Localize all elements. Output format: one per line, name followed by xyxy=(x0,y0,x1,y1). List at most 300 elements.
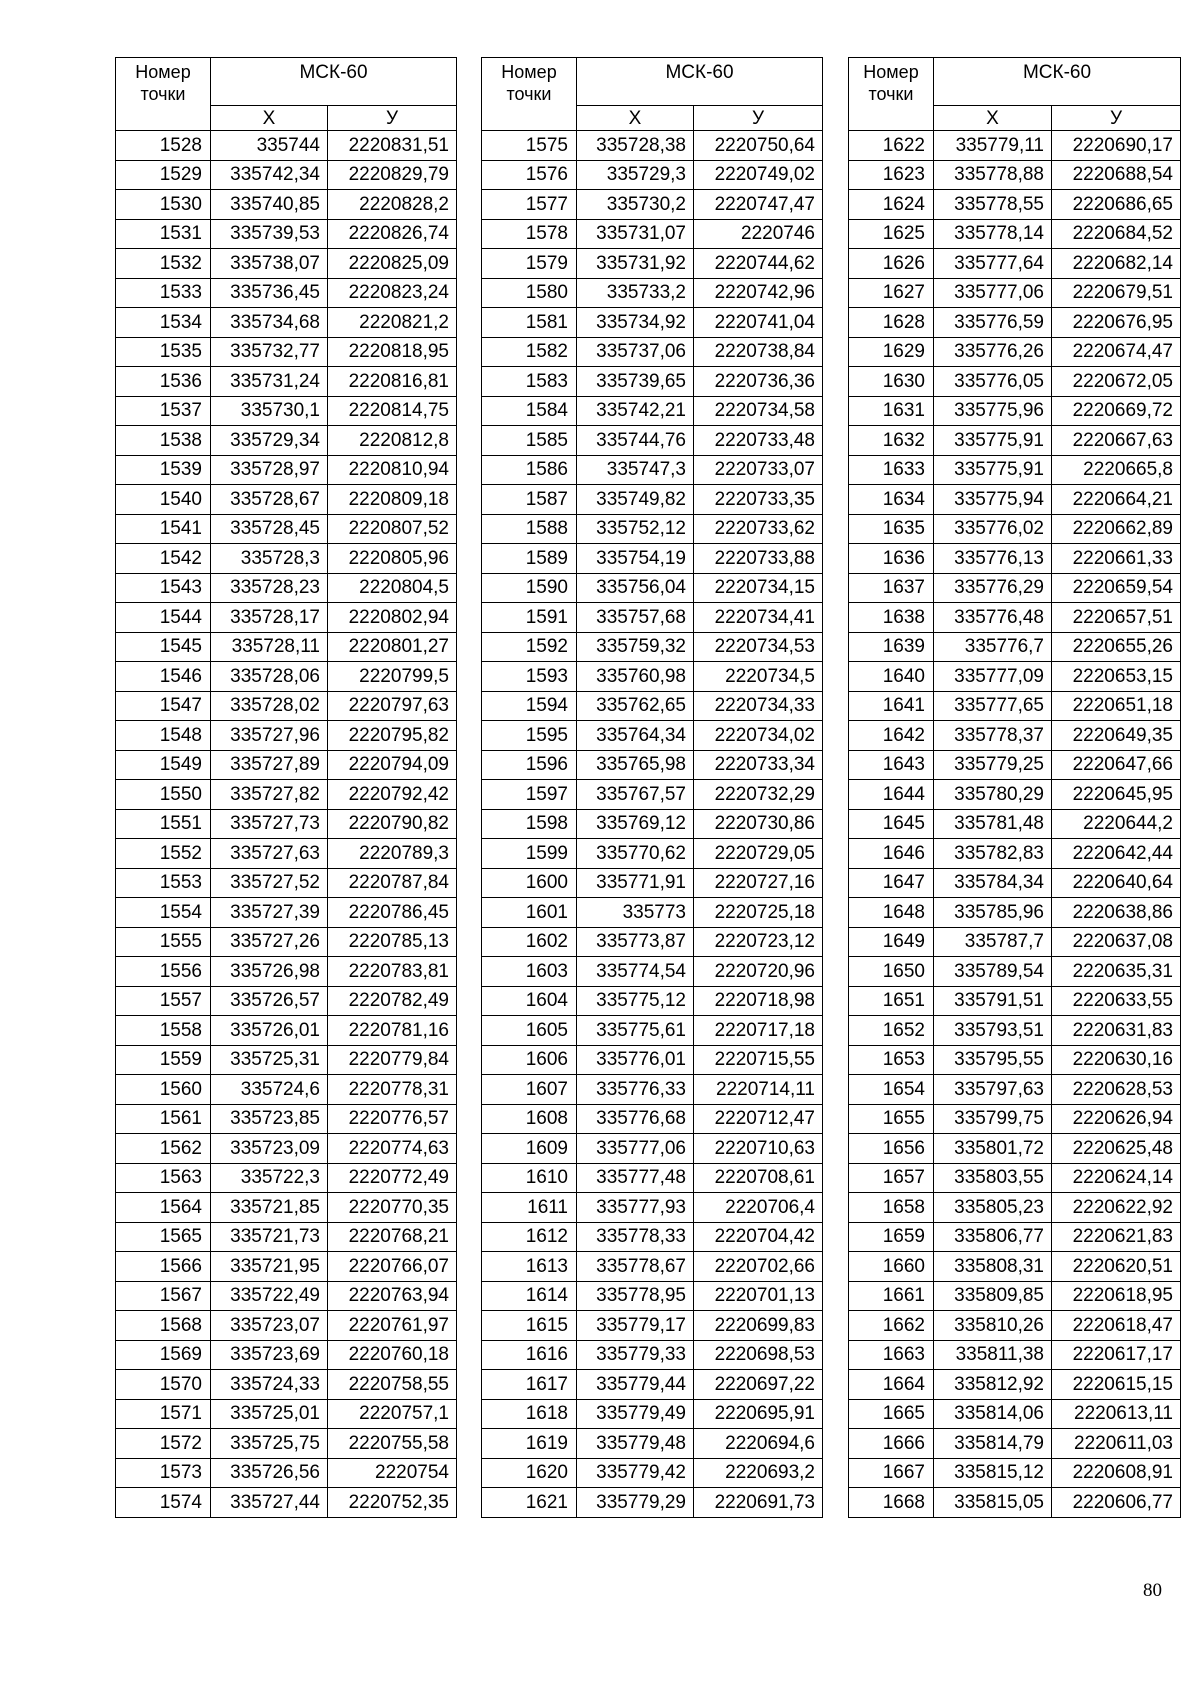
point-number-cell: 1657 xyxy=(849,1163,934,1193)
y-coordinate-cell: 2220732,29 xyxy=(694,780,823,810)
y-coordinate-cell: 2220778,31 xyxy=(328,1075,457,1105)
point-number-cell: 1560 xyxy=(116,1075,211,1105)
table-row xyxy=(116,1134,457,1164)
y-coordinate-cell: 2220613,11 xyxy=(1052,1399,1181,1429)
y-coordinate-cell: 2220611,03 xyxy=(1052,1429,1181,1459)
point-number-cell: 1574 xyxy=(116,1488,211,1518)
x-coordinate-cell: 335776,13 xyxy=(934,544,1052,574)
point-number-cell: 1528 xyxy=(116,131,211,161)
x-coordinate-cell: 335729,34 xyxy=(211,426,328,456)
point-number-cell: 1581 xyxy=(482,308,577,338)
table-row xyxy=(482,131,823,161)
y-coordinate-cell: 2220783,81 xyxy=(328,957,457,987)
x-coordinate-cell: 335723,07 xyxy=(211,1311,328,1341)
table-row xyxy=(482,809,823,839)
point-number-cell: 1562 xyxy=(116,1134,211,1164)
y-coordinate-cell: 2220720,96 xyxy=(694,957,823,987)
point-number-cell: 1623 xyxy=(849,160,934,190)
y-coordinate-cell: 2220810,94 xyxy=(328,455,457,485)
x-coordinate-cell: 335747,3 xyxy=(577,455,694,485)
table-row xyxy=(849,1429,1181,1459)
x-coordinate-cell: 335776,33 xyxy=(577,1075,694,1105)
point-number-cell: 1608 xyxy=(482,1104,577,1134)
table-row xyxy=(849,190,1181,220)
y-coordinate-cell: 2220795,82 xyxy=(328,721,457,751)
table-row xyxy=(116,455,457,485)
table-row xyxy=(116,780,457,810)
x-coordinate-cell: 335733,2 xyxy=(577,278,694,308)
point-number-cell: 1545 xyxy=(116,632,211,662)
table-row xyxy=(116,1281,457,1311)
x-coordinate-cell: 335815,12 xyxy=(934,1458,1052,1488)
table-row xyxy=(116,249,457,279)
y-coordinate-cell: 2220804,5 xyxy=(328,573,457,603)
table-row xyxy=(482,573,823,603)
table-row xyxy=(482,1134,823,1164)
point-number-cell: 1614 xyxy=(482,1281,577,1311)
x-coordinate-cell: 335726,56 xyxy=(211,1458,328,1488)
table-row xyxy=(849,278,1181,308)
x-coordinate-cell: 335776,29 xyxy=(934,573,1052,603)
point-number-cell: 1558 xyxy=(116,1016,211,1046)
point-number-cell: 1643 xyxy=(849,750,934,780)
x-coordinate-cell: 335724,6 xyxy=(211,1075,328,1105)
y-coordinate-cell: 2220781,16 xyxy=(328,1016,457,1046)
y-coordinate-cell: 2220812,8 xyxy=(328,426,457,456)
x-coordinate-cell: 335728,38 xyxy=(577,131,694,161)
x-coordinate-cell: 335757,68 xyxy=(577,603,694,633)
point-number-cell: 1548 xyxy=(116,721,211,751)
table-row xyxy=(849,721,1181,751)
table-row xyxy=(116,1370,457,1400)
x-coordinate-cell: 335739,65 xyxy=(577,367,694,397)
y-coordinate-cell: 2220814,75 xyxy=(328,396,457,426)
y-coordinate-cell: 2220741,04 xyxy=(694,308,823,338)
y-coordinate-cell: 2220729,05 xyxy=(694,839,823,869)
point-number-cell: 1616 xyxy=(482,1340,577,1370)
point-number-cell: 1567 xyxy=(116,1281,211,1311)
table-row xyxy=(482,750,823,780)
table-row xyxy=(849,160,1181,190)
table-row xyxy=(482,1016,823,1046)
x-coordinate-cell: 335727,82 xyxy=(211,780,328,810)
table-row xyxy=(116,986,457,1016)
table-row xyxy=(849,898,1181,928)
point-number-cell: 1620 xyxy=(482,1458,577,1488)
y-coordinate-cell: 2220617,17 xyxy=(1052,1340,1181,1370)
y-coordinate-cell: 2220710,63 xyxy=(694,1134,823,1164)
y-coordinate-cell: 2220734,33 xyxy=(694,691,823,721)
x-coordinate-cell: 335777,06 xyxy=(577,1134,694,1164)
point-number-cell: 1544 xyxy=(116,603,211,633)
y-coordinate-cell: 2220653,15 xyxy=(1052,662,1181,692)
table-row xyxy=(849,219,1181,249)
point-number-cell: 1555 xyxy=(116,927,211,957)
point-number-cell: 1606 xyxy=(482,1045,577,1075)
y-coordinate-cell: 2220697,22 xyxy=(694,1370,823,1400)
point-number-cell: 1663 xyxy=(849,1340,934,1370)
point-number-cell: 1619 xyxy=(482,1429,577,1459)
y-coordinate-cell: 2220786,45 xyxy=(328,898,457,928)
x-coordinate-cell: 335742,21 xyxy=(577,396,694,426)
table-row xyxy=(482,603,823,633)
table-row xyxy=(849,603,1181,633)
point-number-cell: 1575 xyxy=(482,131,577,161)
x-header: Х xyxy=(211,106,328,131)
x-coordinate-cell: 335732,77 xyxy=(211,337,328,367)
y-coordinate-cell: 2220747,47 xyxy=(694,190,823,220)
point-number-cell: 1607 xyxy=(482,1075,577,1105)
y-coordinate-cell: 2220733,07 xyxy=(694,455,823,485)
point-number-cell: 1621 xyxy=(482,1488,577,1518)
point-number-cell: 1597 xyxy=(482,780,577,810)
table-row xyxy=(482,1045,823,1075)
y-coordinate-cell: 2220733,62 xyxy=(694,514,823,544)
y-coordinate-cell: 2220809,18 xyxy=(328,485,457,515)
point-number-cell: 1529 xyxy=(116,160,211,190)
table-row xyxy=(482,455,823,485)
x-coordinate-cell: 335778,37 xyxy=(934,721,1052,751)
x-coordinate-cell: 335721,73 xyxy=(211,1222,328,1252)
y-coordinate-cell: 2220782,49 xyxy=(328,986,457,1016)
table-row xyxy=(482,691,823,721)
table-row xyxy=(116,1458,457,1488)
table-row xyxy=(849,632,1181,662)
point-number-cell: 1653 xyxy=(849,1045,934,1075)
point-number-cell: 1602 xyxy=(482,927,577,957)
x-coordinate-cell: 335749,82 xyxy=(577,485,694,515)
table-row xyxy=(116,662,457,692)
table-row xyxy=(482,986,823,1016)
table-row xyxy=(849,1163,1181,1193)
point-number-cell: 1624 xyxy=(849,190,934,220)
point-number-cell: 1618 xyxy=(482,1399,577,1429)
point-number-cell: 1538 xyxy=(116,426,211,456)
point-number-cell: 1599 xyxy=(482,839,577,869)
table-row xyxy=(849,1370,1181,1400)
table-row xyxy=(482,632,823,662)
coordinates-table-3 xyxy=(848,57,1181,1518)
x-coordinate-cell: 335754,19 xyxy=(577,544,694,574)
point-number-cell: 1589 xyxy=(482,544,577,574)
x-coordinate-cell: 335809,85 xyxy=(934,1281,1052,1311)
point-number-cell: 1629 xyxy=(849,337,934,367)
x-header: Х xyxy=(934,106,1052,131)
point-number-cell: 1543 xyxy=(116,573,211,603)
x-coordinate-cell: 335738,07 xyxy=(211,249,328,279)
table-row xyxy=(482,337,823,367)
x-coordinate-cell: 335728,23 xyxy=(211,573,328,603)
y-coordinate-cell: 2220749,02 xyxy=(694,160,823,190)
x-coordinate-cell: 335725,75 xyxy=(211,1429,328,1459)
table-row xyxy=(482,544,823,574)
point-number-cell: 1615 xyxy=(482,1311,577,1341)
point-number-cell: 1609 xyxy=(482,1134,577,1164)
point-number-cell: 1622 xyxy=(849,131,934,161)
point-number-cell: 1660 xyxy=(849,1252,934,1282)
table-row xyxy=(482,514,823,544)
table-row xyxy=(116,868,457,898)
table-row xyxy=(482,308,823,338)
x-coordinate-cell: 335803,55 xyxy=(934,1163,1052,1193)
y-coordinate-cell: 2220757,1 xyxy=(328,1399,457,1429)
point-number-cell: 1631 xyxy=(849,396,934,426)
point-number-cell: 1648 xyxy=(849,898,934,928)
x-coordinate-cell: 335776,02 xyxy=(934,514,1052,544)
point-number-cell: 1598 xyxy=(482,809,577,839)
table-row xyxy=(849,750,1181,780)
table-row xyxy=(116,1104,457,1134)
table-row xyxy=(849,839,1181,869)
y-coordinate-cell: 2220686,65 xyxy=(1052,190,1181,220)
point-number-cell: 1533 xyxy=(116,278,211,308)
point-number-cell: 1612 xyxy=(482,1222,577,1252)
table-row xyxy=(116,190,457,220)
y-coordinate-cell: 2220818,95 xyxy=(328,337,457,367)
point-number-cell: 1590 xyxy=(482,573,577,603)
table-row xyxy=(482,1222,823,1252)
y-coordinate-cell: 2220734,5 xyxy=(694,662,823,692)
point-number-cell: 1561 xyxy=(116,1104,211,1134)
y-coordinate-cell: 2220630,16 xyxy=(1052,1045,1181,1075)
point-number-cell: 1627 xyxy=(849,278,934,308)
table-row xyxy=(849,426,1181,456)
y-coordinate-cell: 2220733,34 xyxy=(694,750,823,780)
table-row xyxy=(849,1045,1181,1075)
point-number-cell: 1584 xyxy=(482,396,577,426)
x-coordinate-cell: 335775,96 xyxy=(934,396,1052,426)
point-number-cell: 1632 xyxy=(849,426,934,456)
y-coordinate-cell: 2220758,55 xyxy=(328,1370,457,1400)
y-coordinate-cell: 2220816,81 xyxy=(328,367,457,397)
y-coordinate-cell: 2220644,2 xyxy=(1052,809,1181,839)
point-number-cell: 1564 xyxy=(116,1193,211,1223)
table-row xyxy=(482,396,823,426)
table-row xyxy=(116,1429,457,1459)
x-coordinate-cell: 335728,67 xyxy=(211,485,328,515)
table-row xyxy=(482,839,823,869)
x-coordinate-cell: 335778,67 xyxy=(577,1252,694,1282)
table-row xyxy=(482,219,823,249)
point-number-cell: 1635 xyxy=(849,514,934,544)
x-coordinate-cell: 335795,55 xyxy=(934,1045,1052,1075)
y-coordinate-cell: 2220770,35 xyxy=(328,1193,457,1223)
y-coordinate-cell: 2220633,55 xyxy=(1052,986,1181,1016)
y-coordinate-cell: 2220717,18 xyxy=(694,1016,823,1046)
point-number-cell: 1592 xyxy=(482,632,577,662)
y-coordinate-cell: 2220718,98 xyxy=(694,986,823,1016)
table-row xyxy=(849,1104,1181,1134)
point-number-cell: 1551 xyxy=(116,809,211,839)
y-coordinate-cell: 2220647,66 xyxy=(1052,750,1181,780)
table-row xyxy=(849,485,1181,515)
x-coordinate-cell: 335808,31 xyxy=(934,1252,1052,1282)
table-row xyxy=(482,780,823,810)
point-number-cell: 1571 xyxy=(116,1399,211,1429)
point-number-cell: 1636 xyxy=(849,544,934,574)
x-coordinate-cell: 335775,94 xyxy=(934,485,1052,515)
table-row xyxy=(116,603,457,633)
table-row xyxy=(116,1399,457,1429)
y-header: У xyxy=(1052,106,1181,131)
x-coordinate-cell: 335810,26 xyxy=(934,1311,1052,1341)
y-coordinate-cell: 2220649,35 xyxy=(1052,721,1181,751)
x-coordinate-cell: 335728,06 xyxy=(211,662,328,692)
x-coordinate-cell: 335731,92 xyxy=(577,249,694,279)
point-number-cell: 1594 xyxy=(482,691,577,721)
table-row xyxy=(849,927,1181,957)
table-row xyxy=(116,927,457,957)
point-number-cell: 1570 xyxy=(116,1370,211,1400)
y-coordinate-cell: 2220821,2 xyxy=(328,308,457,338)
point-number-header: Номер точки xyxy=(849,58,934,131)
table-row xyxy=(116,544,457,574)
y-coordinate-cell: 2220763,94 xyxy=(328,1281,457,1311)
point-number-cell: 1637 xyxy=(849,573,934,603)
y-coordinate-cell: 2220638,86 xyxy=(1052,898,1181,928)
point-number-cell: 1566 xyxy=(116,1252,211,1282)
x-coordinate-cell: 335805,23 xyxy=(934,1193,1052,1223)
y-coordinate-cell: 2220789,3 xyxy=(328,839,457,869)
x-coordinate-cell: 335752,12 xyxy=(577,514,694,544)
y-coordinate-cell: 2220754 xyxy=(328,1458,457,1488)
y-coordinate-cell: 2220669,72 xyxy=(1052,396,1181,426)
y-coordinate-cell: 2220640,64 xyxy=(1052,868,1181,898)
table-row xyxy=(482,426,823,456)
y-coordinate-cell: 2220715,55 xyxy=(694,1045,823,1075)
x-coordinate-cell: 335740,85 xyxy=(211,190,328,220)
y-coordinate-cell: 2220752,35 xyxy=(328,1488,457,1518)
point-number-cell: 1650 xyxy=(849,957,934,987)
y-coordinate-cell: 2220730,86 xyxy=(694,809,823,839)
x-coordinate-cell: 335776,05 xyxy=(934,367,1052,397)
y-coordinate-cell: 2220714,11 xyxy=(694,1075,823,1105)
point-number-cell: 1576 xyxy=(482,160,577,190)
point-number-cell: 1534 xyxy=(116,308,211,338)
point-number-cell: 1640 xyxy=(849,662,934,692)
y-coordinate-cell: 2220659,54 xyxy=(1052,573,1181,603)
point-number-cell: 1541 xyxy=(116,514,211,544)
table-row xyxy=(482,1311,823,1341)
table-row xyxy=(482,249,823,279)
point-number-cell: 1661 xyxy=(849,1281,934,1311)
x-coordinate-cell: 335777,65 xyxy=(934,691,1052,721)
table-row xyxy=(849,455,1181,485)
x-coordinate-cell: 335726,98 xyxy=(211,957,328,987)
y-coordinate-cell: 2220829,79 xyxy=(328,160,457,190)
point-number-cell: 1665 xyxy=(849,1399,934,1429)
x-coordinate-cell: 335727,26 xyxy=(211,927,328,957)
x-coordinate-cell: 335776,59 xyxy=(934,308,1052,338)
y-coordinate-cell: 2220734,02 xyxy=(694,721,823,751)
y-coordinate-cell: 2220708,61 xyxy=(694,1163,823,1193)
table-row xyxy=(116,1222,457,1252)
table-row xyxy=(849,1458,1181,1488)
y-coordinate-cell: 2220701,13 xyxy=(694,1281,823,1311)
x-coordinate-cell: 335815,05 xyxy=(934,1488,1052,1518)
y-coordinate-cell: 2220750,64 xyxy=(694,131,823,161)
page-number: 80 xyxy=(1143,1580,1162,1601)
x-coordinate-cell: 335722,3 xyxy=(211,1163,328,1193)
x-coordinate-cell: 335769,12 xyxy=(577,809,694,839)
table-row xyxy=(482,1399,823,1429)
point-number-cell: 1539 xyxy=(116,455,211,485)
table-row xyxy=(849,957,1181,987)
point-number-cell: 1613 xyxy=(482,1252,577,1282)
x-coordinate-cell: 335722,49 xyxy=(211,1281,328,1311)
y-coordinate-cell: 2220645,95 xyxy=(1052,780,1181,810)
x-coordinate-cell: 335814,06 xyxy=(934,1399,1052,1429)
point-number-cell: 1573 xyxy=(116,1458,211,1488)
table-row xyxy=(849,1016,1181,1046)
x-coordinate-cell: 335778,14 xyxy=(934,219,1052,249)
point-number-cell: 1547 xyxy=(116,691,211,721)
x-coordinate-cell: 335777,06 xyxy=(934,278,1052,308)
table-row xyxy=(482,957,823,987)
point-number-cell: 1639 xyxy=(849,632,934,662)
point-number-cell: 1540 xyxy=(116,485,211,515)
point-number-cell: 1628 xyxy=(849,308,934,338)
point-number-cell: 1579 xyxy=(482,249,577,279)
x-coordinate-cell: 335731,24 xyxy=(211,367,328,397)
y-coordinate-cell: 2220823,24 xyxy=(328,278,457,308)
point-number-cell: 1626 xyxy=(849,249,934,279)
x-coordinate-cell: 335729,3 xyxy=(577,160,694,190)
y-coordinate-cell: 2220664,21 xyxy=(1052,485,1181,515)
table-row xyxy=(116,278,457,308)
table-row xyxy=(849,1281,1181,1311)
y-coordinate-cell: 2220779,84 xyxy=(328,1045,457,1075)
table-row xyxy=(116,721,457,751)
table-row xyxy=(116,367,457,397)
table-row xyxy=(116,1193,457,1223)
x-coordinate-cell: 335778,95 xyxy=(577,1281,694,1311)
table-row xyxy=(482,1193,823,1223)
x-coordinate-cell: 335726,01 xyxy=(211,1016,328,1046)
crs-header: МСК-60 xyxy=(211,58,457,106)
table-row xyxy=(849,131,1181,161)
crs-header: МСК-60 xyxy=(577,58,823,106)
y-coordinate-cell: 2220797,63 xyxy=(328,691,457,721)
x-coordinate-cell: 335812,92 xyxy=(934,1370,1052,1400)
table-row xyxy=(849,1340,1181,1370)
x-coordinate-cell: 335759,32 xyxy=(577,632,694,662)
table-row xyxy=(116,809,457,839)
table-row xyxy=(482,868,823,898)
table-row xyxy=(482,367,823,397)
y-coordinate-cell: 2220734,41 xyxy=(694,603,823,633)
x-coordinate-cell: 335799,75 xyxy=(934,1104,1052,1134)
y-coordinate-cell: 2220651,18 xyxy=(1052,691,1181,721)
table-row xyxy=(116,485,457,515)
x-coordinate-cell: 335776,26 xyxy=(934,337,1052,367)
x-coordinate-cell: 335728,97 xyxy=(211,455,328,485)
x-coordinate-cell: 335782,83 xyxy=(934,839,1052,869)
y-coordinate-cell: 2220637,08 xyxy=(1052,927,1181,957)
point-number-cell: 1577 xyxy=(482,190,577,220)
y-coordinate-cell: 2220790,82 xyxy=(328,809,457,839)
point-number-cell: 1586 xyxy=(482,455,577,485)
x-coordinate-cell: 335734,68 xyxy=(211,308,328,338)
y-coordinate-cell: 2220606,77 xyxy=(1052,1488,1181,1518)
point-number-cell: 1559 xyxy=(116,1045,211,1075)
y-coordinate-cell: 2220755,58 xyxy=(328,1429,457,1459)
y-coordinate-cell: 2220691,73 xyxy=(694,1488,823,1518)
x-coordinate-cell: 335779,48 xyxy=(577,1429,694,1459)
point-number-cell: 1610 xyxy=(482,1163,577,1193)
table-row xyxy=(849,396,1181,426)
x-coordinate-cell: 335774,54 xyxy=(577,957,694,987)
